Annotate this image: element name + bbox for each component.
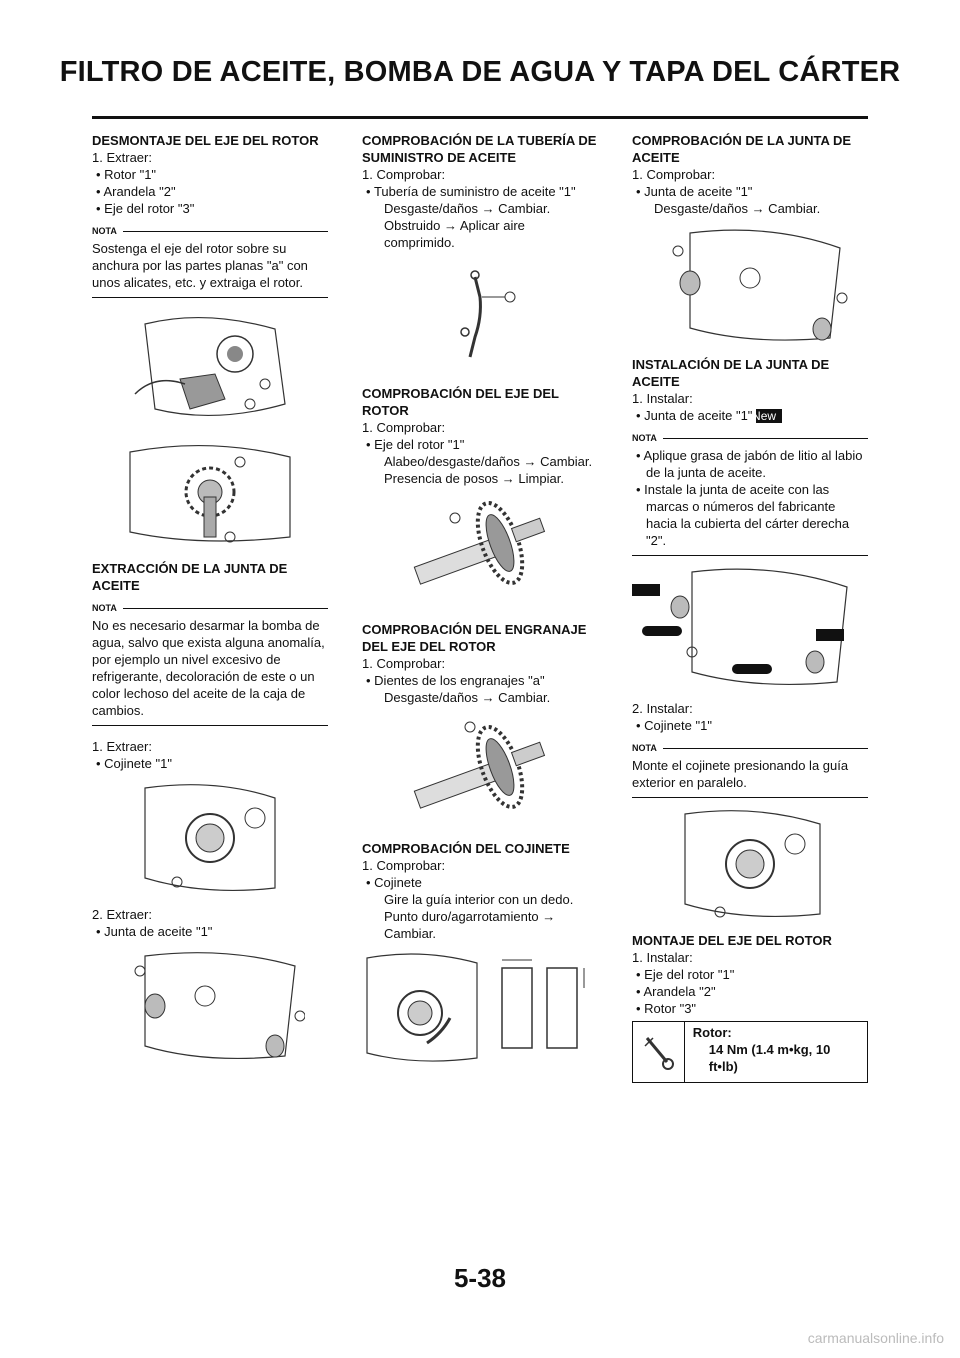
result-line: Punto duro/agarrotamiento → Cambiar. [384, 909, 556, 941]
result-line: Desgaste/daños → Cambiar. [384, 201, 551, 216]
note-box [632, 740, 868, 798]
note-label: NOTA [92, 226, 117, 236]
step: 1. Comprobar: [362, 167, 446, 182]
column-2 [362, 132, 598, 1076]
rotor-shaft-figure [120, 437, 300, 552]
step: 1. Comprobar: [362, 656, 446, 671]
step: 2. Extraer: [92, 907, 152, 922]
note-text: Sostenga el eje del rotor sobre su anchura por las partes planas "a" con unos alicates, etc. y extraiga el rotor. [92, 240, 328, 298]
note-box [632, 430, 868, 556]
step: 1. Extraer: [92, 739, 152, 754]
bullet: • Cojinete [362, 874, 598, 891]
section-heading: COMPROBACIÓN DEL EJE DEL ROTOR [362, 386, 559, 418]
step: 2. Instalar: [632, 701, 693, 716]
page-title: FILTRO DE ACEITE, BOMBA DE AGUA Y TAPA DEL CÁRTER [59, 56, 901, 88]
section-heading: DESMONTAJE DEL EJE DEL ROTOR [92, 133, 319, 148]
watermark: carmanualsonline.info [807, 1330, 944, 1346]
bearing-install-figure [670, 804, 830, 924]
bullet-text: Junta de aceite "1" [644, 408, 753, 423]
bearing-figure [135, 778, 285, 898]
bullet: • Rotor "1" [92, 166, 328, 183]
bearing-check-figure [362, 948, 598, 1068]
torque-value: 14 Nm (1.4 m•kg, 10 ft•lb) [708, 1042, 831, 1074]
rotor-removal-figure [125, 304, 295, 429]
note-text [632, 447, 868, 556]
result-line: Gire la guía interior con un dedo. [384, 892, 574, 907]
step: 1. Comprobar: [362, 420, 446, 435]
oil-seal-removal-figure [115, 946, 305, 1066]
bullet: • Eje del rotor "3" [92, 200, 328, 217]
section-heading: COMPROBACIÓN DEL COJINETE [362, 841, 570, 856]
bullet: • Junta de aceite "1" [632, 183, 868, 200]
bullet: • Cojinete "1" [632, 717, 868, 734]
section-heading: MONTAJE DEL EJE DEL ROTOR [632, 933, 832, 948]
page-number: 5-38 [453, 1263, 507, 1293]
note-text: No es necesario desarmar la bomba de agua, salvo que exista alguna anomalía, por ejemplo un nivel excesivo de refrigerante, decoloración de este o un color lechoso del aceite de la caja de cambios. [92, 617, 328, 726]
note-label: NOTA [632, 743, 657, 753]
note-box [92, 600, 328, 726]
bullet: • Tubería de suministro de aceite "1" [362, 183, 598, 200]
bullet: • Dientes de los engranajes "a" [362, 672, 598, 689]
oil-pipe-figure [420, 257, 540, 377]
section-heading: COMPROBACIÓN DE LA TUBERÍA DE SUMINISTRO DE ACEITE [362, 133, 597, 165]
result-line: Desgaste/daños → Cambiar. [384, 690, 551, 705]
column-3 [632, 132, 868, 1083]
bullet [632, 407, 868, 424]
torque-label: Rotor: [692, 1025, 732, 1040]
gear-check-figure [395, 712, 565, 832]
new-badge: New [756, 409, 782, 423]
step: 1. Comprobar: [362, 858, 446, 873]
rotor-shaft-check-figure [395, 493, 565, 613]
section-heading: COMPROBACIÓN DEL ENGRANAJE DEL EJE DEL ROTOR [362, 622, 587, 654]
bullet: • Arandela "2" [632, 983, 868, 1000]
oil-seal-install-figure [632, 562, 868, 692]
note-box [92, 223, 328, 298]
column-1 [92, 132, 328, 1074]
section-heading: COMPROBACIÓN DE LA JUNTA DE ACEITE [632, 133, 852, 165]
section-heading: INSTALACIÓN DE LA JUNTA DE ACEITE [632, 357, 830, 389]
title-rule [92, 116, 868, 119]
step: 1. Instalar: [632, 391, 693, 406]
note-bullet: • Aplique grasa de jabón de litio al labio de la junta de aceite. [632, 447, 868, 481]
result-line: Desgaste/daños → Cambiar. [654, 201, 821, 216]
oil-seal-check-figure [650, 223, 850, 348]
section-heading: EXTRACCIÓN DE LA JUNTA DE ACEITE [92, 561, 288, 593]
bullet: • Eje del rotor "1" [362, 436, 598, 453]
bullet: • Junta de aceite "1" [92, 923, 328, 940]
torque-wrench-icon [633, 1022, 685, 1082]
note-bullet: • Instale la junta de aceite con las marcas o números del fabricante hacia la cubierta del cárter derecha "2". [632, 481, 868, 549]
note-label: NOTA [632, 433, 657, 443]
bullet: • Rotor "3" [632, 1000, 868, 1017]
result-line: Alabeo/desgaste/daños → Cambiar. [384, 454, 593, 469]
torque-spec-box [632, 1021, 868, 1083]
bullet: • Arandela "2" [92, 183, 328, 200]
bullet: • Cojinete "1" [92, 755, 328, 772]
note-text: Monte el cojinete presionando la guía exterior en paralelo. [632, 757, 868, 798]
step: 1. Extraer: [92, 150, 152, 165]
result-line: Obstruido → Aplicar aire comprimido. [384, 218, 525, 250]
bullet: • Eje del rotor "1" [632, 966, 868, 983]
step: 1. Comprobar: [632, 167, 716, 182]
step: 1. Instalar: [632, 950, 693, 965]
note-label: NOTA [92, 603, 117, 613]
result-line: Presencia de posos → Limpiar. [384, 471, 564, 486]
